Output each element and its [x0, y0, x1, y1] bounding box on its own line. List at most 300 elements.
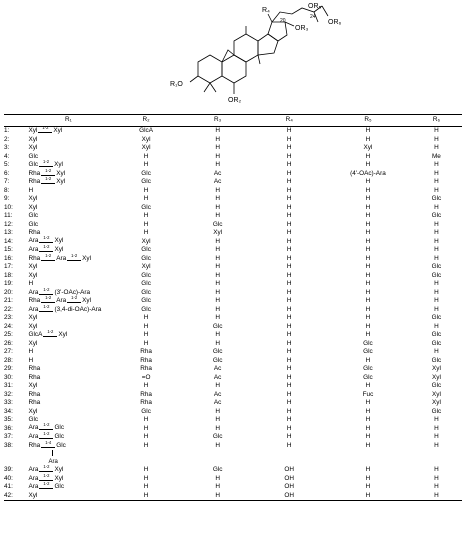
compound-number: 42: — [4, 491, 13, 499]
r6-cell: H — [434, 305, 439, 313]
table-row — [4, 161, 462, 170]
sugar-unit: Glc — [28, 220, 39, 228]
r2-cell: H — [143, 195, 149, 203]
or6-label: OR₆ — [328, 19, 342, 26]
table-row — [4, 229, 462, 237]
r6-cell: Glc — [431, 314, 442, 322]
r2-cell: H — [143, 314, 149, 322]
r6-cell: H — [434, 483, 439, 491]
sugar-unit: Xyl — [82, 254, 92, 262]
r5-cell: H — [365, 399, 371, 407]
sugar-unit: Glc — [28, 161, 39, 169]
r2-cell: Xyl — [141, 144, 151, 152]
r5-cell: H — [365, 237, 371, 245]
r2-cell: Glc — [141, 280, 151, 288]
r3-cell: Ac — [213, 390, 222, 398]
sugar-unit: Glc — [28, 415, 39, 423]
table-row — [4, 348, 462, 356]
table-row — [4, 433, 462, 442]
r1-cell — [26, 382, 110, 390]
sugar-unit: Glc — [56, 441, 66, 449]
r1-cell — [26, 331, 110, 340]
sugar-unit: Ara — [28, 433, 39, 441]
r2-cell: H — [143, 466, 149, 474]
table-row — [4, 187, 462, 195]
sugar-unit: Ara — [28, 474, 39, 482]
r4-cell: H — [286, 220, 292, 228]
or2-label: OR₂ — [228, 97, 242, 104]
glycosidic-link: 1-2 — [66, 297, 82, 304]
table-row — [4, 204, 462, 212]
r1o-label: R₁O — [170, 81, 183, 88]
compound-number: 15: — [4, 246, 13, 254]
r2-cell: H — [143, 339, 149, 347]
r5-cell: H — [365, 483, 371, 491]
sugar-unit: Rha — [28, 441, 41, 449]
sugar-unit: Xyl — [82, 297, 92, 305]
r2-cell: H — [143, 322, 149, 330]
r6-cell: H — [434, 466, 439, 474]
r2-cell: H — [143, 415, 149, 423]
r2-cell: Glc — [141, 246, 151, 254]
r3-cell: H — [215, 127, 220, 135]
table-row — [4, 374, 462, 382]
r4-cell: OH — [284, 491, 295, 499]
r3-cell: Glc — [212, 433, 223, 441]
r4-cell: H — [286, 390, 292, 398]
table-row — [4, 127, 462, 136]
r3-cell: H — [215, 144, 220, 152]
compound-number: 40: — [4, 474, 13, 482]
r4-cell: OH — [284, 474, 295, 482]
glycosidic-link: 1-2 — [38, 237, 54, 244]
r6-cell: H — [434, 297, 439, 305]
compound-number: 19: — [4, 280, 13, 288]
header-r4: R₄ — [285, 116, 293, 124]
or3-label: OR₃ — [295, 25, 309, 32]
r2-cell: H — [143, 441, 149, 449]
r4-cell: H — [286, 297, 292, 305]
r3-cell: H — [215, 237, 220, 245]
sugar-unit: Ara — [28, 424, 39, 432]
compound-number: 17: — [4, 263, 13, 271]
table-row — [4, 314, 462, 322]
glycosidic-link: 1-4 — [40, 442, 56, 449]
glycosidic-link: 1-2 — [37, 127, 53, 134]
compound-number: 33: — [4, 399, 13, 407]
r2-cell: H — [143, 229, 149, 237]
r2-cell: =O — [141, 373, 151, 381]
sugar-unit: Xyl — [28, 407, 38, 415]
sugar-unit: Ara — [28, 237, 39, 245]
r6-cell: H — [434, 280, 439, 288]
r3-cell: H — [215, 263, 220, 271]
r3-cell: H — [215, 424, 220, 432]
table-row — [4, 195, 462, 203]
r6-cell: Glc — [431, 271, 442, 279]
sugar-unit: Rha — [28, 229, 41, 237]
r1-cell — [26, 374, 110, 382]
table-row — [4, 442, 462, 467]
r6-cell: Xyl — [431, 365, 441, 373]
r5-cell: H — [365, 424, 371, 432]
sugar-unit: Xyl — [54, 466, 64, 474]
sugar-unit: Xyl — [56, 169, 66, 177]
r4-cell: H — [286, 195, 292, 203]
r4-cell: H — [286, 314, 292, 322]
r5-cell: H — [365, 280, 371, 288]
r5-cell: H — [365, 127, 371, 135]
r6-cell: Glc — [431, 356, 442, 364]
r6-cell: Glc — [431, 382, 442, 390]
table-row — [4, 323, 462, 331]
table-row — [4, 178, 462, 187]
r5-cell: Glc — [363, 365, 373, 373]
r2-cell: H — [143, 212, 149, 220]
sugar-unit: Glc — [54, 483, 65, 491]
r2-cell: Glc — [141, 288, 151, 296]
header-r1: R₁ — [65, 116, 72, 124]
r3-cell: H — [215, 441, 220, 449]
table-row — [4, 297, 462, 306]
r4-label: R₄ — [262, 7, 270, 14]
table-row — [4, 357, 462, 365]
sugar-unit: Rha — [28, 254, 41, 262]
sugar-unit: Xyl — [28, 271, 38, 279]
compound-number: 4: — [4, 152, 10, 160]
compound-number: 36: — [4, 424, 13, 432]
r5-cell: H — [365, 229, 371, 237]
r3-cell: H — [215, 474, 220, 482]
r3-cell: H — [215, 415, 220, 423]
sugar-unit: Xyl — [28, 491, 38, 499]
sugar-unit: Xyl — [28, 203, 38, 211]
compound-number: 18: — [4, 271, 13, 279]
sugar-unit: Xyl — [28, 339, 38, 347]
compound-number: 8: — [4, 186, 10, 194]
sugar-unit: Xyl — [28, 314, 38, 322]
sugar-unit: H — [28, 348, 34, 356]
r6-cell: H — [434, 246, 439, 254]
header-r3: R₃ — [214, 116, 222, 124]
r1-cell — [26, 439, 110, 467]
r5-cell: H — [365, 433, 371, 441]
r4-cell: H — [286, 407, 292, 415]
table-row — [4, 331, 462, 340]
header-number — [4, 115, 26, 127]
r6-cell: H — [434, 288, 439, 296]
table-row — [4, 170, 462, 179]
r2-cell: Glc — [141, 407, 151, 415]
glycosidic-link: 1-2 — [38, 161, 54, 168]
r5-cell: H — [365, 297, 371, 305]
r3-cell: H — [215, 195, 220, 203]
glycosidic-link: 1-2 — [40, 178, 56, 185]
table-header-row — [4, 115, 462, 127]
r5-cell: H — [365, 288, 371, 296]
compound-number: 30: — [4, 373, 13, 381]
r1-cell — [26, 357, 110, 365]
sugar-unit: GlcA — [28, 331, 43, 339]
r4-cell: H — [286, 433, 292, 441]
r3-cell: H — [215, 135, 220, 143]
r1-cell — [26, 158, 110, 170]
r2-cell: H — [143, 161, 149, 169]
compound-number: 23: — [4, 314, 13, 322]
r6-cell: H — [434, 441, 439, 449]
r4-cell: H — [286, 280, 292, 288]
r1-cell — [26, 314, 110, 322]
table-row — [4, 280, 462, 288]
r4-cell: H — [286, 356, 292, 364]
r5-cell: H — [365, 178, 371, 186]
r4-cell: H — [286, 373, 292, 381]
r5-cell: H — [365, 415, 371, 423]
r3-cell: H — [215, 161, 220, 169]
r4-cell: H — [286, 424, 292, 432]
r5-cell: H — [365, 474, 371, 482]
r1-cell — [26, 252, 110, 264]
glycosidic-link: 1-2 — [38, 289, 54, 296]
sugar-unit: Ara — [28, 466, 39, 474]
r1-cell — [26, 323, 110, 331]
compound-number: 38: — [4, 441, 13, 449]
r2-cell: H — [143, 220, 149, 228]
r6-cell: H — [434, 161, 439, 169]
table-row — [4, 416, 462, 424]
r2-cell: H — [143, 433, 149, 441]
sugar-unit: Ara — [28, 305, 39, 313]
compound-number: 32: — [4, 390, 13, 398]
glycosidic-link: 1-2 — [40, 297, 56, 304]
r4-cell: H — [286, 382, 292, 390]
compound-number: 14: — [4, 237, 13, 245]
r4-cell: H — [286, 161, 292, 169]
r1-cell — [26, 127, 110, 136]
r3-cell: H — [215, 280, 220, 288]
r6-cell: H — [434, 135, 439, 143]
r6-cell: H — [434, 229, 439, 237]
r1-cell — [26, 272, 110, 280]
r3-cell: H — [215, 305, 220, 313]
r1-cell — [26, 391, 110, 399]
table-row — [4, 255, 462, 264]
sugar-unit: H — [28, 280, 34, 288]
r2-cell: Glc — [141, 305, 151, 313]
r6-cell: H — [434, 169, 439, 177]
sugar-unit: Xyl — [28, 144, 38, 152]
r6-cell: H — [434, 474, 439, 482]
r5-cell: Glc — [363, 348, 373, 356]
r2-cell: H — [143, 491, 149, 499]
sugar-unit: Xyl — [28, 263, 38, 271]
compound-number: 7: — [4, 178, 10, 186]
sugar-unit: Xyl — [54, 237, 64, 245]
r4-cell: H — [286, 305, 292, 313]
r1-cell — [26, 492, 110, 501]
r3-cell: H — [215, 203, 220, 211]
compound-number: 10: — [4, 203, 13, 211]
r6-cell: Glc — [431, 195, 442, 203]
compound-number: 16: — [4, 254, 13, 262]
header-r2: R₂ — [142, 116, 150, 124]
compound-number: 2: — [4, 135, 10, 143]
r5-cell: H — [365, 135, 371, 143]
table-row — [4, 391, 462, 399]
r4-cell: H — [286, 348, 292, 356]
compound-number: 35: — [4, 415, 13, 423]
r5-cell: H — [365, 314, 371, 322]
r4-cell: H — [286, 441, 292, 449]
r5-cell: Glc — [363, 373, 373, 381]
r5-cell: H — [365, 186, 371, 194]
header-r5: R₅ — [364, 116, 372, 124]
r1-cell — [26, 399, 110, 407]
r4-cell: H — [286, 186, 292, 194]
r4-cell: H — [286, 288, 292, 296]
r1-cell — [26, 178, 110, 187]
table-row — [4, 263, 462, 271]
r4-cell: H — [286, 212, 292, 220]
r6-cell: Me — [431, 152, 441, 160]
sugar-unit: Ara — [28, 246, 39, 254]
sugar-unit: Glc — [28, 152, 39, 160]
r4-cell: OH — [284, 466, 295, 474]
compound-number: 11: — [4, 212, 13, 220]
r3-cell: Glc — [212, 466, 223, 474]
r2-cell: H — [143, 474, 149, 482]
r1-cell — [26, 348, 110, 356]
sugar-unit: Xyl — [54, 474, 64, 482]
glycosidic-link: 1-2 — [38, 475, 54, 482]
sugar-unit: Ara — [56, 254, 67, 262]
r6-cell: Glc — [431, 331, 442, 339]
table-row — [4, 221, 462, 229]
sugar-unit: Glc — [54, 433, 65, 441]
header-r6: R₆ — [432, 116, 441, 124]
r3-cell: Ac — [213, 178, 222, 186]
r3-cell: Ac — [213, 169, 222, 177]
r3-cell: H — [215, 483, 220, 491]
sugar-unit: Xyl — [28, 135, 38, 143]
table-row — [4, 475, 462, 484]
compound-number: 39: — [4, 466, 13, 474]
r4-cell: H — [286, 229, 292, 237]
r4-cell: H — [286, 263, 292, 271]
r2-cell: Rha — [140, 348, 152, 356]
r1-cell — [26, 212, 110, 220]
sugar-unit: (3'-OAc)-Ara — [54, 288, 91, 296]
r3-cell: Glc — [212, 322, 223, 330]
r5-cell: H — [365, 407, 371, 415]
table-row — [4, 144, 462, 152]
r6-cell: H — [434, 415, 439, 423]
r6-cell: Xyl — [431, 373, 441, 381]
r1-cell — [26, 365, 110, 373]
r2-cell: H — [143, 152, 149, 160]
r5-cell: H — [365, 254, 371, 262]
r2-cell: GlcA — [139, 127, 154, 135]
table-row — [4, 365, 462, 373]
r6-cell: H — [434, 433, 439, 441]
table-row — [4, 237, 462, 246]
r6-cell: Glc — [431, 212, 442, 220]
r5-cell: H — [365, 263, 371, 271]
table-row — [4, 382, 462, 390]
r3-cell: H — [215, 339, 220, 347]
r3-cell: Glc — [212, 220, 223, 228]
r6-cell: H — [434, 186, 439, 194]
sugar-unit: Rha — [28, 373, 41, 381]
r3-cell: Glc — [212, 348, 223, 356]
r4-cell: H — [286, 127, 292, 135]
r3-cell: H — [215, 186, 220, 194]
r2-cell: Rha — [140, 365, 152, 373]
sugar-unit: Xyl — [53, 127, 63, 135]
r1-cell — [26, 144, 110, 152]
sugar-unit: Xyl — [56, 178, 66, 186]
r3-cell: Xyl — [213, 229, 223, 237]
r1-cell — [26, 340, 110, 348]
c20-label: 20 — [280, 18, 286, 24]
r3-cell: H — [215, 491, 220, 499]
r1-cell — [26, 167, 110, 179]
compound-number: 24: — [4, 322, 13, 330]
table-row — [4, 212, 462, 220]
r5-cell: H — [365, 382, 371, 390]
compound-number: 31: — [4, 382, 13, 390]
r5-cell: H — [365, 491, 371, 499]
table-row — [4, 306, 462, 315]
table-row — [4, 483, 462, 492]
compound-number: 12: — [4, 220, 13, 228]
compound-number: 29: — [4, 365, 13, 373]
compound-number: 41: — [4, 483, 13, 491]
sugar-unit: Xyl — [28, 195, 38, 203]
r1-cell — [26, 263, 110, 271]
sugar-unit: Xyl — [54, 161, 63, 169]
r3-cell: H — [215, 288, 220, 296]
compound-number: 28: — [4, 356, 13, 364]
table-row — [4, 492, 462, 501]
r2-cell: Glc — [141, 297, 151, 305]
sugar-unit: Rha — [28, 297, 41, 305]
r3-cell: Ac — [213, 399, 222, 407]
r6-cell: H — [434, 144, 439, 152]
r4-cell: H — [286, 246, 292, 254]
r5-cell: H — [365, 203, 371, 211]
branch-sugar: Ara — [48, 450, 110, 466]
sugar-unit: Rha — [28, 399, 41, 407]
compound-number: 6: — [4, 169, 10, 177]
cycloartane-structure — [168, 0, 358, 112]
r1-cell — [26, 408, 110, 416]
sugar-unit: Ara — [56, 297, 67, 305]
sugar-unit: Glc — [54, 424, 65, 432]
table-row — [4, 340, 462, 348]
r5-cell: H — [365, 466, 371, 474]
r4-cell: H — [286, 339, 292, 347]
r3-cell: Glc — [212, 356, 223, 364]
r6-cell: H — [434, 254, 439, 262]
r2-cell: Rha — [140, 390, 152, 398]
r3-cell: H — [215, 331, 220, 339]
r4-cell: H — [286, 271, 292, 279]
sugar-unit: H — [28, 186, 34, 194]
r4-cell: OH — [284, 483, 295, 491]
r2-cell: Glc — [141, 178, 151, 186]
table-row — [4, 399, 462, 407]
